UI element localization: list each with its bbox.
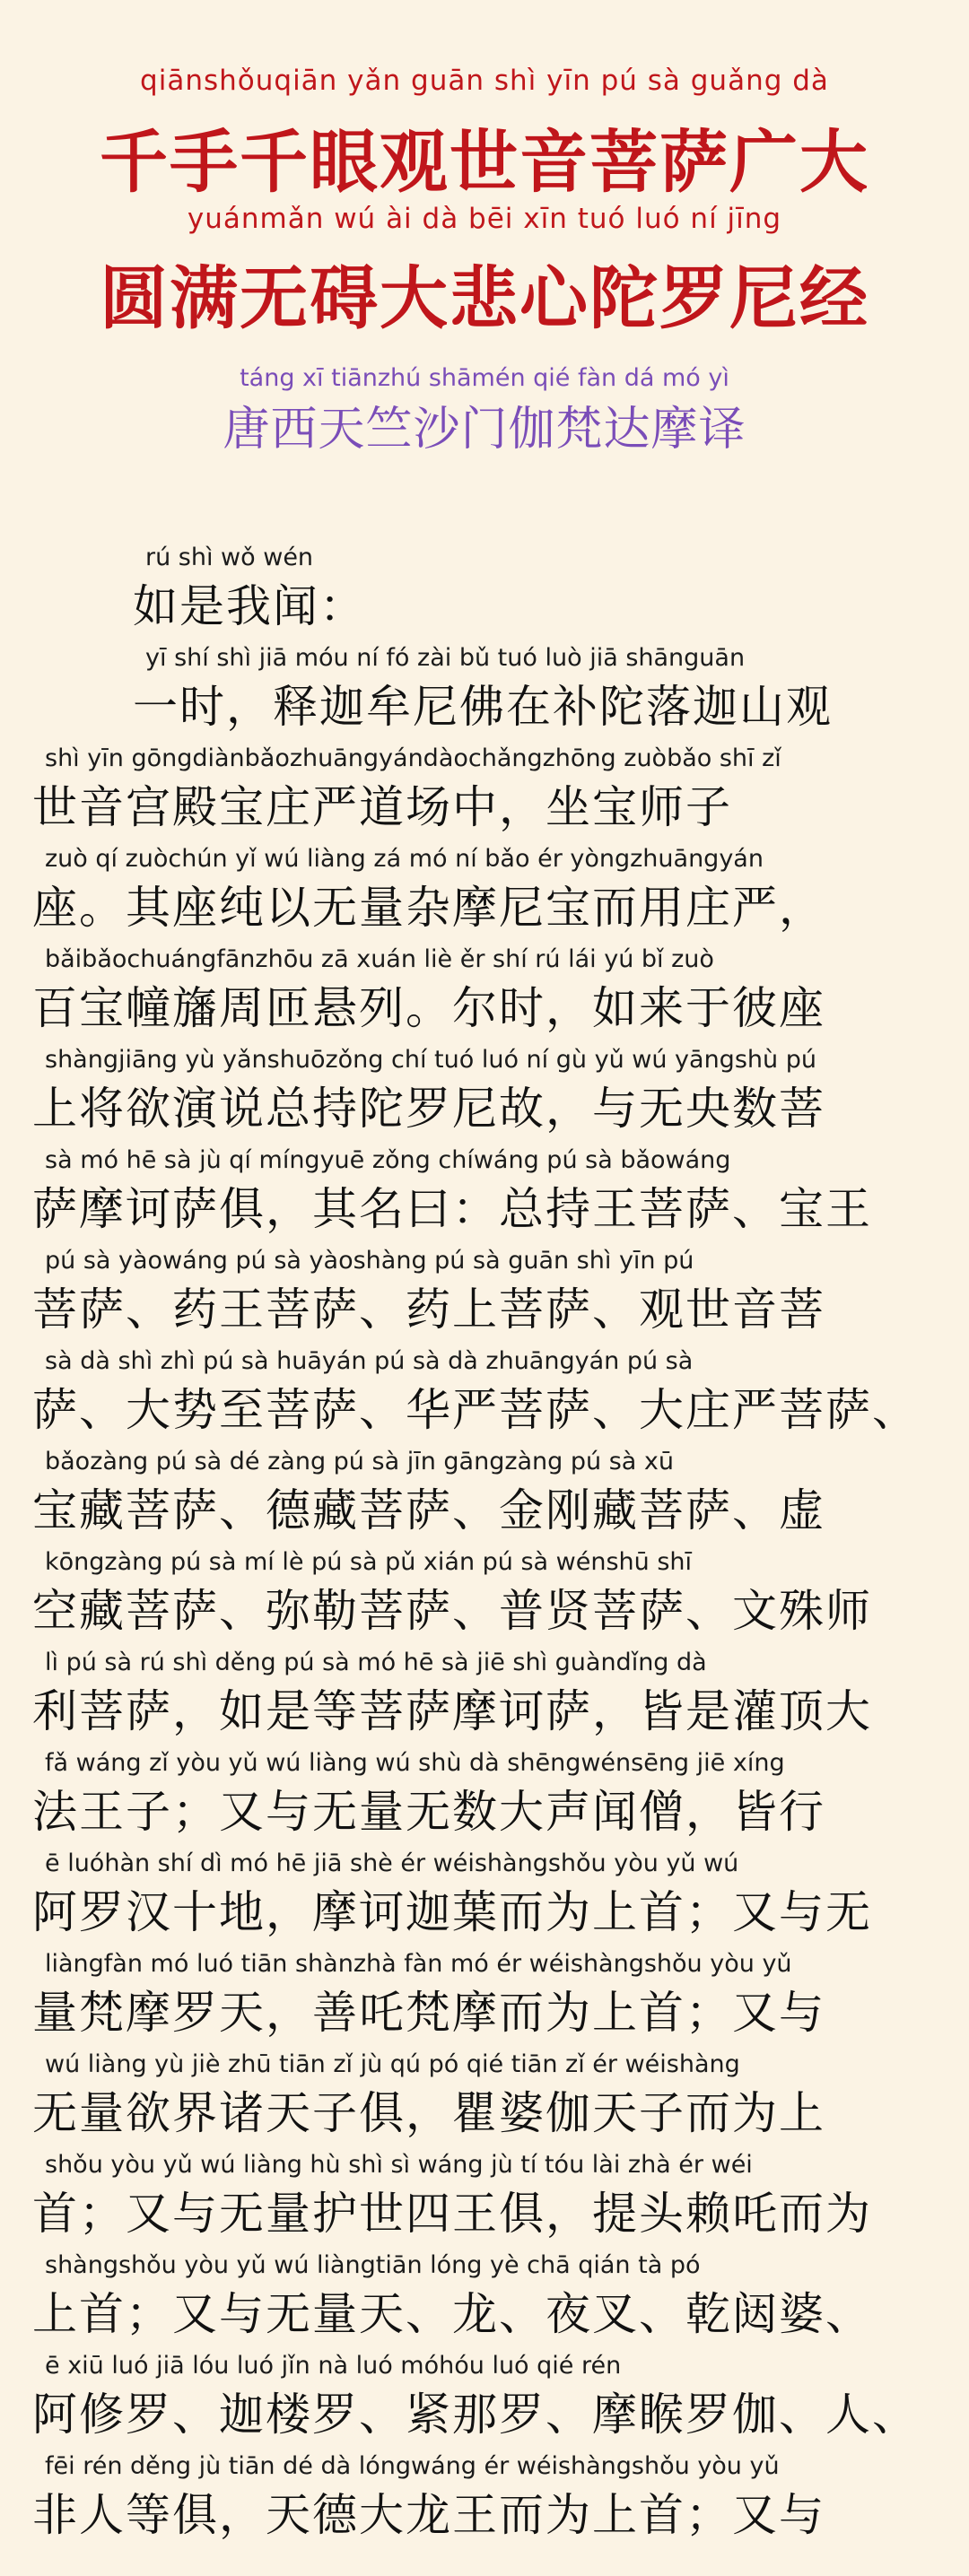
- verse-text: 量梵摩罗天，善吒梵摩而为上首；又与: [32, 1987, 825, 2039]
- verse-text: 利菩萨，如是等菩萨摩诃萨，皆是灌顶大: [32, 1685, 872, 1737]
- verse-text: 阿罗汉十地，摩诃迦葉而为上首；又与无: [32, 1886, 872, 1938]
- verse-text: 空藏菩萨、弥勒菩萨、普贤菩萨、文殊师: [32, 1585, 872, 1637]
- title-line-2: 圆满无碍大悲心陀罗尼经: [100, 258, 869, 338]
- title-line-1: 千手千眼观世音菩萨广大: [100, 122, 869, 202]
- verse-text: 萨、大势至菩萨、华严菩萨、大庄严菩萨、: [32, 1384, 919, 1436]
- verse-pinyin: kōngzàng pú sà mí lè pú sà pǔ xián pú sà wénshū shī: [45, 1548, 693, 1576]
- verse-pinyin: shàngshǒu yòu yǔ wú liàngtiān lóng yè chā qián tà pó: [45, 2251, 701, 2279]
- verse-pinyin: liàngfàn mó luó tiān shànzhà fàn mó ér wéishàngshǒu yòu yǔ: [45, 1950, 792, 1978]
- verse-pinyin: sà dà shì zhì pú sà huāyán pú sà dà zhuāngyán pú sà: [45, 1347, 694, 1375]
- verse-pinyin: shǒu yòu yǔ wú liàng hù shì sì wáng jù tí tóu lài zhà ér wéi: [45, 2151, 753, 2179]
- verse-text: 无量欲界诸天子俱，瞿婆伽天子而为上: [32, 2087, 825, 2139]
- verse-pinyin: rú shì wǒ wén: [145, 544, 314, 571]
- verse-text: 首；又与无量护世四王俱，提头赖吒而为: [32, 2188, 872, 2240]
- verse-text: 上首；又与无量天、龙、夜叉、乾闼婆、: [32, 2288, 872, 2340]
- verse-pinyin: bǎozàng pú sà dé zàng pú sà jīn gāngzàng pú sà xū: [45, 1448, 674, 1475]
- verse-text: 非人等俱，天德大龙王而为上首；又与: [32, 2489, 825, 2541]
- verse-pinyin: shàngjiāng yù yǎnshuōzǒng chí tuó luó ní gù yǔ wú yāngshù pú: [45, 1046, 816, 1074]
- verse-pinyin: bǎibǎochuángfānzhōu zā xuán liè ěr shí rú lái yú bǐ zuò: [45, 945, 714, 973]
- verse-text: 宝藏菩萨、德藏菩萨、金刚藏菩萨、虚: [32, 1484, 825, 1536]
- verse-pinyin: ē luóhàn shí dì mó hē jiā shè ér wéishàngshǒu yòu yǔ wú: [45, 1849, 739, 1877]
- title-pinyin-line-2: yuánmǎn wú ài dà bēi xīn tuó luó ní jīng: [187, 203, 782, 235]
- verse-text: 上将欲演说总持陀罗尼故，与无央数菩: [32, 1083, 825, 1135]
- verse-pinyin: sà mó hē sà jù qí míngyuē zǒng chíwáng pú sà bǎowáng: [45, 1146, 731, 1174]
- translator-pinyin: táng xī tiānzhú shāmén qié fàn dá mó yì: [240, 364, 729, 392]
- verse-text: 一时，释迦牟尼佛在补陀落迦山观: [133, 681, 833, 733]
- verse-pinyin: fǎ wáng zǐ yòu yǔ wú liàng wú shù dà shēngwénsēng jiē xíng: [45, 1749, 785, 1777]
- verse-pinyin: pú sà yàowáng pú sà yàoshàng pú sà guān shì yīn pú: [45, 1247, 694, 1275]
- verse-pinyin: yī shí shì jiā móu ní fó zài bǔ tuó luò jiā shānguān: [145, 644, 746, 672]
- verse-text: 座。其座纯以无量杂摩尼宝而用庄严，: [32, 882, 825, 934]
- verse-pinyin: lì pú sà rú shì děng pú sà mó hē sà jiē shì guàndǐng dà: [45, 1649, 707, 1676]
- title-pinyin-line-1: qiānshǒuqiān yǎn guān shì yīn pú sà guǎng dà: [140, 65, 829, 97]
- verse-text: 百宝幢旛周匝悬列。尔时，如来于彼座: [32, 982, 825, 1034]
- verse-text: 阿修罗、迦楼罗、紧那罗、摩睺罗伽、人、: [32, 2389, 919, 2441]
- verse-text: 萨摩诃萨俱，其名曰：总持王菩萨、宝王: [32, 1183, 872, 1235]
- verse-text: 如是我闻：: [133, 580, 366, 632]
- verse-text: 法王子；又与无量无数大声闻僧，皆行: [32, 1786, 825, 1838]
- verse-pinyin: wú liàng yù jiè zhū tiān zǐ jù qú pó qié tiān zǐ ér wéishàng: [45, 2050, 740, 2078]
- verse-text: 世音宫殿宝庄严道场中，坐宝师子: [32, 781, 732, 833]
- verse-text: 菩萨、药王菩萨、药上菩萨、观世音菩: [32, 1284, 825, 1336]
- verse-pinyin: ē xiū luó jiā lóu luó jǐn nà luó móhóu luó qié rén: [45, 2352, 622, 2380]
- verse-pinyin: fēi rén děng jù tiān dé dà lóngwáng ér wéishàngshǒu yòu yǔ: [45, 2452, 780, 2480]
- verse-pinyin: zuò qí zuòchún yǐ wú liàng zá mó ní bǎo ér yòngzhuāngyán: [45, 845, 764, 873]
- verse-pinyin: shì yīn gōngdiànbǎozhuāngyándàochǎngzhōng zuòbǎo shī zǐ: [45, 744, 781, 772]
- translator-credit: 唐西天竺沙门伽梵达摩译: [223, 403, 746, 457]
